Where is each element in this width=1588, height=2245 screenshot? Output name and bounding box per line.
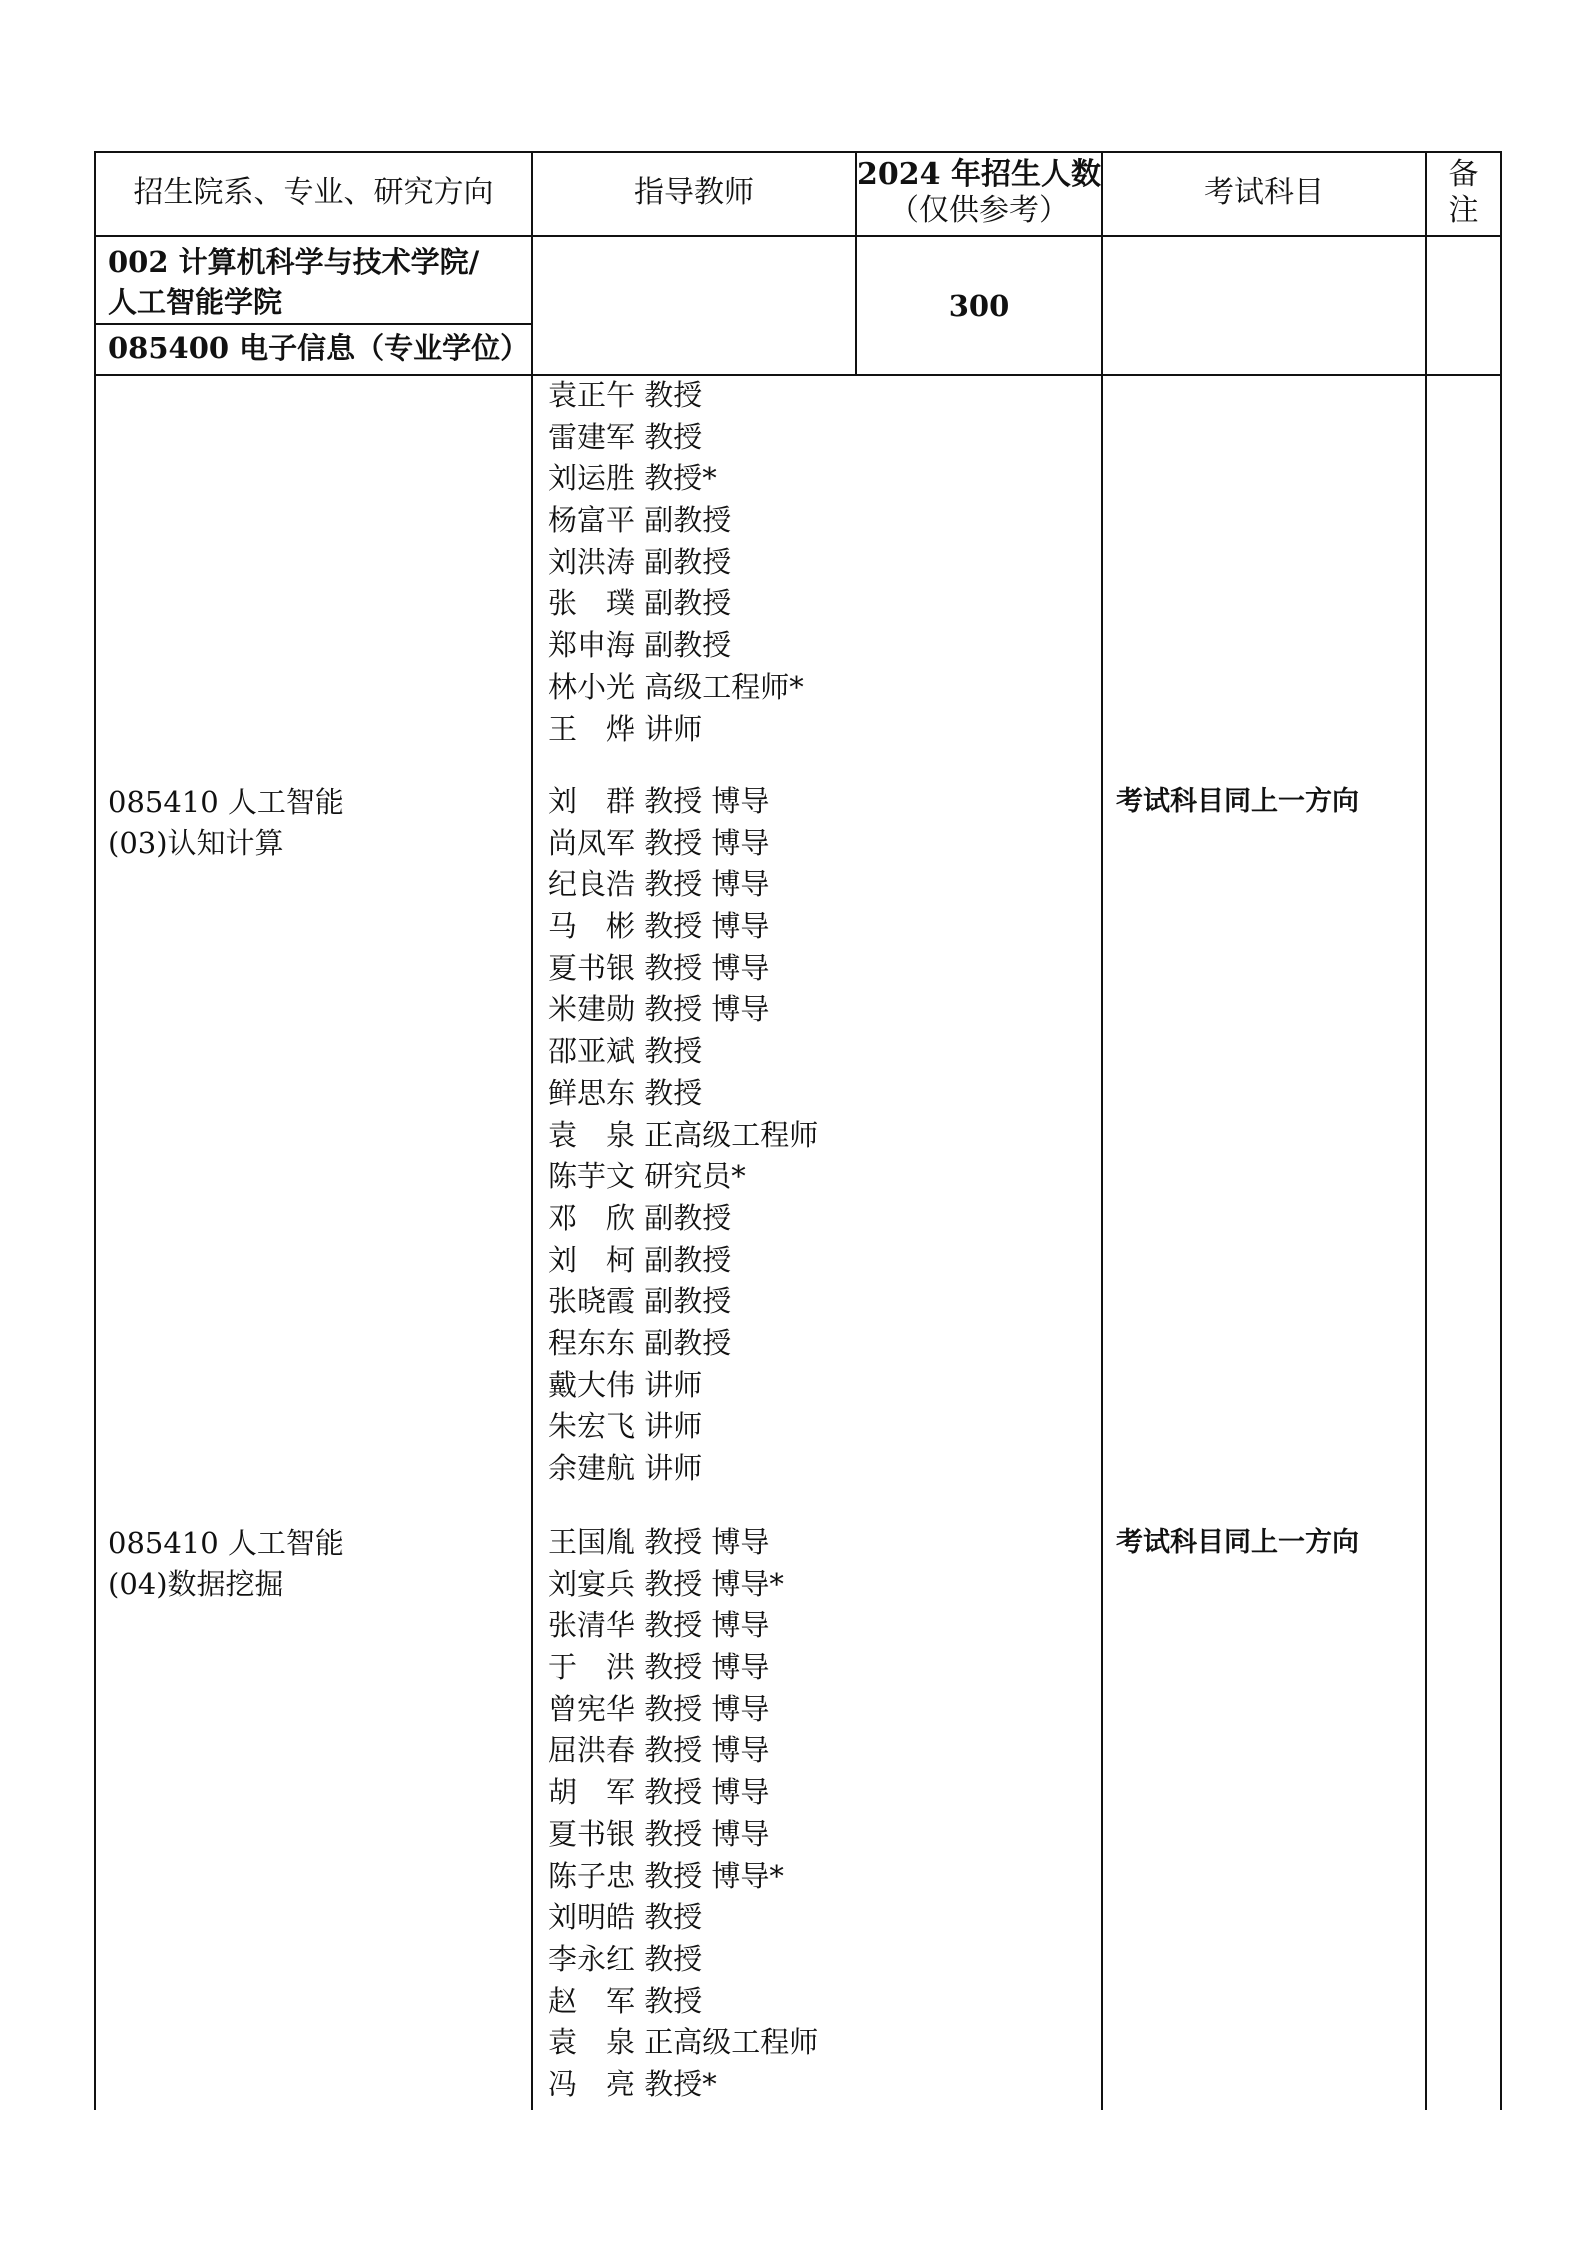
list-item: 袁正午 教授 bbox=[548, 378, 703, 412]
list-item: 邓 欣 副教授 bbox=[548, 1200, 732, 1235]
list-item: 郑申海 副教授 bbox=[548, 628, 732, 663]
list-item: 刘运胜 教授* bbox=[548, 461, 717, 496]
list-item: 于 洪 教授 博导 bbox=[548, 1650, 770, 1685]
header-col-remarks-line1: 备 bbox=[1448, 157, 1479, 192]
list-item: 刘洪涛 副教授 bbox=[548, 544, 732, 579]
header-divider bbox=[94, 235, 1502, 237]
header-col-department: 招生院系、专业、研究方向 bbox=[133, 175, 494, 210]
dept-name-line1: 002 计算机科学与技术学院/ bbox=[108, 245, 480, 279]
direction-04-supervisor-list bbox=[548, 1522, 818, 2106]
list-item: 陈芋文 研究员* bbox=[548, 1159, 746, 1194]
direction-03-supervisor-list bbox=[548, 781, 818, 1490]
list-item: 张 璞 副教授 bbox=[548, 586, 732, 621]
header-col-supervisor: 指导教师 bbox=[634, 175, 754, 210]
header-col-enrollment-line2: （仅供参考） bbox=[889, 193, 1069, 228]
list-item: 赵 军 教授 bbox=[548, 1983, 703, 2018]
admission-table bbox=[94, 151, 1502, 2110]
list-item: 余建航 讲师 bbox=[548, 1451, 703, 1485]
list-item: 李永红 教授 bbox=[548, 1941, 703, 1976]
list-item: 张清华 教授 博导 bbox=[548, 1608, 770, 1643]
list-item: 雷建军 教授 bbox=[548, 419, 703, 454]
list-item: 马 彬 教授 博导 bbox=[548, 909, 770, 944]
list-item: 袁 泉 正高级工程师 bbox=[548, 2025, 819, 2060]
list-item: 鲜思东 教授 bbox=[548, 1075, 703, 1110]
direction-03-exam: 考试科目同上一方向 bbox=[1116, 786, 1359, 817]
list-item: 程东东 副教授 bbox=[548, 1325, 732, 1360]
col-divider-1 bbox=[531, 151, 533, 2110]
list-item: 刘 群 教授 博导 bbox=[548, 784, 770, 818]
list-item: 刘宴兵 教授 博导* bbox=[548, 1566, 784, 1601]
list-item: 陈子忠 教授 博导* bbox=[548, 1858, 784, 1893]
list-item: 夏书银 教授 博导 bbox=[548, 950, 770, 985]
list-item: 屈洪春 教授 博导 bbox=[548, 1733, 770, 1768]
list-item: 林小光 高级工程师* bbox=[548, 669, 804, 704]
col-divider-3 bbox=[1101, 151, 1103, 2110]
enrollment-count: 300 bbox=[948, 289, 1010, 323]
col-divider-4 bbox=[1425, 151, 1427, 2110]
list-item: 杨富平 副教授 bbox=[548, 503, 732, 538]
direction-04-name: (04)数据挖掘 bbox=[108, 1567, 284, 1601]
list-item: 胡 军 教授 博导 bbox=[548, 1775, 770, 1810]
dept-major-divider bbox=[94, 323, 532, 325]
list-item: 冯 亮 教授* bbox=[548, 2066, 717, 2101]
direction-04-code: 085410 人工智能 bbox=[108, 1526, 344, 1560]
table-border-top bbox=[94, 151, 1502, 153]
header-col-remarks-line2: 注 bbox=[1448, 193, 1479, 228]
list-item: 王 烨 讲师 bbox=[548, 711, 703, 746]
list-item: 曾宪华 教授 博导 bbox=[548, 1691, 770, 1726]
list-item: 纪良浩 教授 博导 bbox=[548, 867, 770, 902]
list-item: 邵亚斌 教授 bbox=[548, 1034, 703, 1069]
list-item: 张晓霞 副教授 bbox=[548, 1284, 732, 1319]
header-col-enrollment-line1: 2024 年招生人数 bbox=[857, 157, 1101, 192]
list-item: 王国胤 教授 博导 bbox=[548, 1525, 770, 1559]
list-item: 米建勋 教授 博导 bbox=[548, 992, 770, 1027]
table-border-left bbox=[94, 151, 96, 2110]
list-item: 朱宏飞 讲师 bbox=[548, 1409, 703, 1444]
list-item: 戴大伟 讲师 bbox=[548, 1367, 703, 1402]
direction-03-code: 085410 人工智能 bbox=[108, 785, 344, 819]
direction-04-exam: 考试科目同上一方向 bbox=[1116, 1527, 1359, 1558]
continued-supervisor-list bbox=[548, 375, 804, 750]
list-item: 夏书银 教授 博导 bbox=[548, 1816, 770, 1851]
list-item: 袁 泉 正高级工程师 bbox=[548, 1117, 819, 1152]
list-item: 尚凤军 教授 博导 bbox=[548, 825, 770, 860]
header-col-exam: 考试科目 bbox=[1204, 175, 1324, 210]
list-item: 刘明皓 教授 bbox=[548, 1900, 703, 1935]
major-name: 085400 电子信息（专业学位） bbox=[108, 331, 530, 365]
list-item: 刘 柯 副教授 bbox=[548, 1242, 732, 1277]
direction-03-name: (03)认知计算 bbox=[108, 826, 284, 860]
dept-name-line2: 人工智能学院 bbox=[108, 285, 283, 319]
table-border-right bbox=[1500, 151, 1502, 2110]
